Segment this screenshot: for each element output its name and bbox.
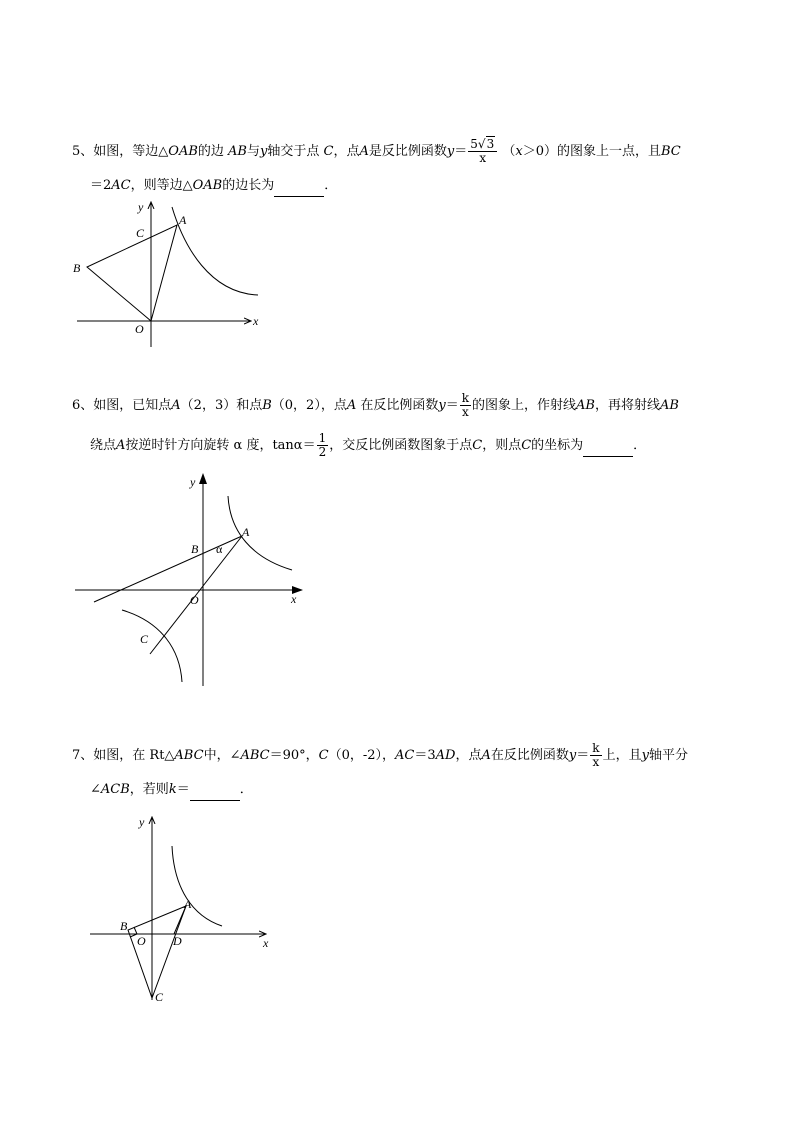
q5-text: ，则等边△ — [130, 178, 193, 193]
q7-label-b: B — [120, 919, 128, 933]
q6-line-2 — [90, 432, 646, 459]
q6-text: 6、如图，已知点 — [72, 398, 172, 413]
q7-text: 中，∠ — [203, 748, 241, 763]
q5-text: 的边长为 — [222, 178, 275, 193]
q7-line-2 — [90, 780, 253, 801]
q6-text: ，则点 — [482, 438, 522, 453]
q6-point-c: C — [521, 438, 532, 453]
q5-figure — [60, 195, 270, 355]
q7-text: 7、如图，在 Rt△ — [72, 748, 175, 763]
q7-text: ，点 — [455, 748, 482, 763]
q7-axis-y: y — [641, 748, 649, 763]
q7-text: （0，-2）， — [328, 748, 396, 763]
q7-func-y: y — [568, 748, 577, 763]
q5-text: 5、如图，等边△ — [72, 144, 169, 159]
q6-label-b: B — [191, 542, 199, 556]
q5-line-2 — [90, 176, 337, 197]
q7-figure — [80, 810, 280, 1010]
q7-text: 轴平分 — [648, 748, 688, 763]
q7-var-k: k — [168, 782, 177, 797]
q5-point-a: A — [359, 144, 369, 159]
q6-point-c: C — [472, 438, 483, 453]
q5-fraction: $\frac{5√3}{x}$ — [468, 138, 497, 165]
q7-text: ，若则 — [129, 782, 169, 797]
q5-triangle: OAB — [192, 178, 223, 193]
q7-line-1 — [72, 742, 688, 769]
q6-label-a: A — [242, 525, 250, 539]
q5-equals: ＝ — [454, 144, 468, 159]
q6-tan-den: 2 — [318, 445, 327, 459]
q7-text: 在反比例函数 — [490, 748, 569, 763]
q7-hyperbola — [172, 846, 222, 926]
q6-label-x: x — [291, 592, 297, 606]
q5-frac-radicand: 3 — [486, 137, 495, 151]
q7-label-x: x — [263, 936, 269, 950]
q6-label-c: C — [140, 632, 149, 646]
q7-label-c: C — [155, 990, 164, 1004]
q5-func-y: y — [446, 144, 455, 159]
q6-text: 在反比例函数 — [360, 398, 439, 413]
q6-label-o: O — [190, 593, 199, 607]
q5-segment-ab: AB — [228, 144, 247, 159]
q7-segment-ad: AD — [435, 748, 456, 763]
q6-point-a: A — [171, 398, 181, 413]
q5-answer-blank[interactable] — [274, 176, 324, 197]
q5-label-y: y — [138, 200, 144, 214]
q7-frac-num: k — [592, 741, 600, 755]
q6-frac-num: k — [461, 391, 470, 405]
q7-label-y: y — [139, 815, 145, 829]
q5-text: ＞0）的图象上一点，且 — [522, 144, 661, 159]
q5-text: ，点 — [333, 144, 360, 159]
q6-text: 绕点 — [90, 438, 117, 453]
q7-label-a: A — [184, 897, 192, 911]
q7-fraction — [590, 742, 601, 769]
q7-frac-den: x — [592, 755, 600, 769]
q6-hyperbola-lower — [122, 610, 182, 682]
q7-text: ＝3 — [414, 748, 436, 763]
q6-figure — [70, 472, 310, 692]
q6-text: （0，2），点 — [271, 398, 347, 413]
q7-text: ＝ — [176, 782, 190, 797]
q6-text: 的图象上，作射线 — [472, 398, 577, 413]
q7-text: ∠ — [90, 782, 101, 797]
q6-label-y: y — [190, 475, 196, 489]
q5-frac-den: x — [479, 151, 487, 165]
q7-label-o: O — [137, 934, 146, 948]
q6-point-b: B — [262, 398, 272, 413]
q6-ray-ab: AB — [660, 398, 679, 413]
q5-cond-x: x — [515, 144, 523, 159]
q5-text: 与 — [247, 144, 261, 159]
q5-text: （ — [502, 144, 516, 159]
q6-line-1 — [72, 392, 679, 419]
q6-hyperbola-upper — [228, 496, 292, 570]
q5-text: ． — [324, 178, 338, 193]
q6-text: 的坐标为 — [531, 438, 584, 453]
q6-point-a: A — [346, 398, 357, 413]
q5-triangle-oab — [87, 225, 177, 321]
q5-text: 的边 — [197, 144, 224, 159]
q5-segment-bc: BC — [661, 144, 681, 159]
q6-text: ，交反比例函数图象于点 — [329, 438, 473, 453]
q7-angle: ABC — [240, 748, 270, 763]
q7-triangle-abc — [128, 906, 186, 998]
q6-ray-ab: AB — [576, 398, 595, 413]
q6-equals: ＝ — [445, 398, 459, 413]
q5-frac-coef: 5 — [470, 137, 478, 151]
q5-label-x: x — [253, 314, 259, 328]
q7-point-c: C — [318, 748, 329, 763]
q7-angle: ACB — [100, 782, 130, 797]
q7-label-d: D — [173, 934, 182, 948]
q5-line-1 — [72, 138, 681, 165]
q7-segment-ac: AC — [395, 748, 415, 763]
q6-fraction — [460, 392, 471, 419]
q5-label-c: C — [136, 226, 145, 240]
q6-tan-fraction — [317, 432, 329, 459]
q7-equals: ＝ — [576, 748, 590, 763]
q6-text: ，再将射线 — [595, 398, 661, 413]
q5-triangle: OAB — [168, 144, 198, 159]
q5-axis-y: y — [260, 144, 268, 159]
q6-answer-blank[interactable] — [583, 436, 633, 457]
q6-frac-den: x — [462, 405, 469, 419]
q6-text: （2，3）和点 — [180, 398, 263, 413]
q7-answer-blank[interactable] — [190, 780, 240, 801]
q5-label-b: B — [73, 261, 81, 275]
q5-text: 是反比例函数 — [368, 144, 447, 159]
q7-text: ． — [239, 782, 253, 797]
q5-point-c: C — [323, 144, 334, 159]
q5-text: 轴交于点 — [267, 144, 320, 159]
q7-text: ＝90°， — [269, 748, 319, 763]
q5-label-o: O — [135, 322, 144, 336]
q7-point-a: A — [481, 748, 491, 763]
q6-text: 按逆时针方向旋转 α 度，tanα＝ — [125, 438, 316, 453]
q6-func-y: y — [438, 398, 446, 413]
q5-text: ＝2 — [90, 178, 112, 193]
q5-segment-ac: AC — [111, 178, 131, 193]
q6-tan-num: 1 — [318, 431, 327, 445]
q6-label-alpha: α — [216, 542, 223, 556]
q5-label-a: A — [179, 213, 187, 227]
q7-triangle: ABC — [174, 748, 204, 763]
q6-text: ． — [633, 438, 647, 453]
q7-text: 上，且 — [602, 748, 642, 763]
q6-point-a: A — [116, 438, 126, 453]
